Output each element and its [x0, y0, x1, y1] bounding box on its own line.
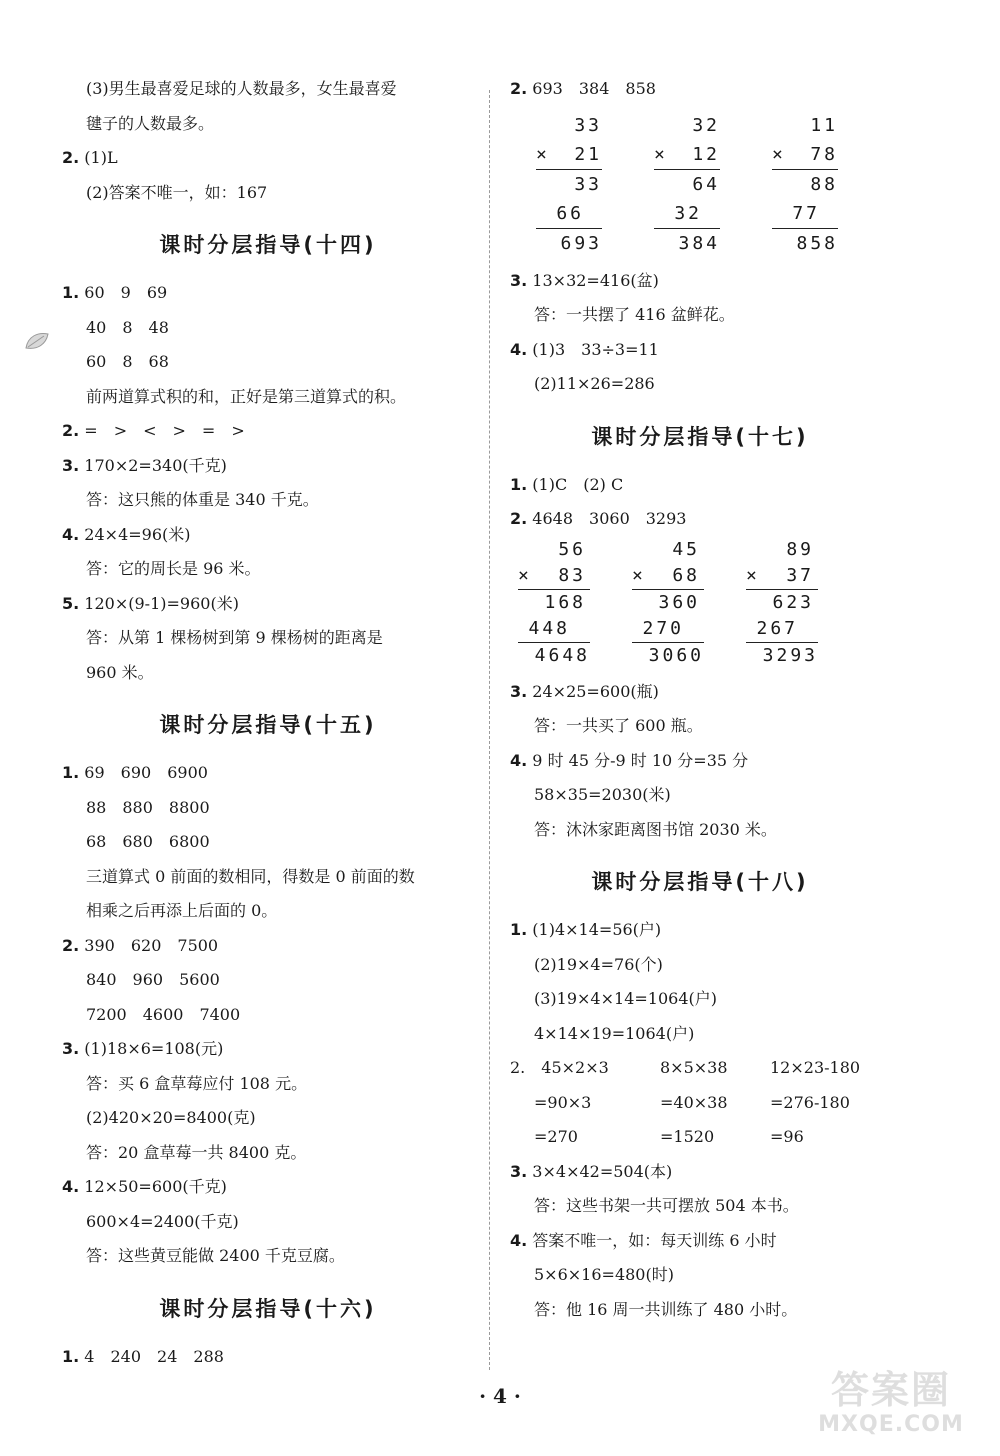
left-column	[62, 72, 474, 1374]
text-line: 5×6×16=480(时)	[534, 1265, 674, 1284]
text-line: 2. 693 384 858	[510, 79, 656, 98]
text-line: 3. 13×32=416(盆)	[510, 270, 659, 290]
watermark-logo	[806, 1368, 976, 1448]
vertical-multiplication	[746, 537, 818, 669]
multiplier: 78	[810, 143, 838, 165]
column-divider	[489, 90, 490, 1370]
text-line: 1. (1)4×14=56(户)	[510, 920, 662, 939]
text-line: 答：他 16 周一共训练了 480 小时。	[534, 1299, 798, 1319]
calc-row	[510, 1086, 890, 1121]
text-line: 三道算式 0 前面的数相同，得数是 0 前面的数	[86, 866, 415, 886]
section-heading: 课时分层指导(十八)	[591, 870, 809, 894]
vertical-multiplication-group	[518, 537, 890, 669]
text-line: 60 8 68	[86, 352, 169, 371]
multiplicand: 89	[786, 538, 814, 560]
text-line: 2. 390 620 7500	[62, 935, 219, 955]
calc-row	[510, 1120, 890, 1155]
partial-product: 360	[658, 591, 700, 613]
leaf-icon	[24, 330, 50, 352]
times-sign: ×	[654, 143, 665, 165]
text-line: 答：20 盒草莓一共 8400 克。	[86, 1142, 307, 1162]
watermark-top: 答案圈	[830, 1368, 951, 1412]
text-line: 3. (1)18×6=108(元)	[62, 1039, 224, 1058]
question-number: 5.	[62, 593, 80, 613]
calc-cell: 12×23-180	[770, 1058, 861, 1077]
product: 858	[796, 232, 838, 254]
text-line: 答：一共买了 600 瓶。	[534, 716, 703, 735]
text-line: 2. = > < > = >	[62, 421, 245, 440]
text-line: 4. 12×50=600(千克)	[62, 1177, 227, 1196]
text-line: 答：这些书架一共可摆放 504 本书。	[534, 1196, 799, 1215]
page-number: · 4 ·	[479, 1384, 521, 1408]
question-number: 4.	[510, 750, 528, 770]
text-line: 1. (1)C (2) C	[510, 474, 624, 494]
text-line: (3)19×4×14=1064(户)	[534, 989, 717, 1008]
question-number: 2.	[62, 148, 80, 167]
multiplicand: 33	[574, 114, 602, 136]
partial-product: 623	[772, 591, 814, 613]
question-number: 2.	[62, 421, 80, 440]
text-line: 答：一共摆了 416 盆鲜花。	[534, 305, 735, 324]
text-line: 相乘之后再添上后面的 0。	[86, 901, 278, 920]
product: 3293	[762, 644, 818, 666]
right-column	[510, 72, 890, 1327]
question-number: 1.	[62, 283, 80, 302]
text-line: 2. (1)L	[62, 148, 118, 167]
text-line: (2)19×4=76(个)	[534, 954, 663, 974]
section-heading: 课时分层指导(十六)	[159, 1296, 377, 1321]
times-sign: ×	[518, 564, 529, 586]
question-number: 3.	[510, 681, 528, 701]
section-heading: 课时分层指导(十五)	[159, 713, 377, 737]
text-line: 前两道算式积的和，正好是第三道算式的积。	[86, 386, 407, 406]
partial-product: 168	[544, 591, 586, 613]
product: 4648	[534, 644, 590, 666]
partial-product: 32	[654, 199, 720, 229]
multiplier: 21	[574, 143, 602, 165]
text-line: 答：这些黄豆能做 2400 千克豆腐。	[86, 1246, 345, 1265]
text-line: 88 880 8800	[86, 797, 210, 817]
text-line: 1. 4 240 24 288	[62, 1346, 224, 1366]
question-number: 4.	[510, 1230, 528, 1250]
question-number: 1.	[62, 763, 80, 782]
question-number: 4.	[510, 339, 528, 359]
text-line: (2)答案不唯一，如：167	[86, 182, 268, 202]
text-line: 5. 120×(9-1)=960(米)	[62, 593, 239, 613]
calc-cell: =90×3	[534, 1092, 592, 1112]
question-number: 3.	[510, 1161, 528, 1181]
text-line: 4. 答案不唯一，如：每天训练 6 小时	[510, 1230, 777, 1250]
partial-product: 267	[746, 616, 818, 643]
times-sign: ×	[746, 564, 757, 586]
calc-cell: =40×38	[660, 1092, 728, 1112]
vertical-multiplication	[536, 111, 602, 258]
question-number: 4.	[62, 1177, 80, 1196]
section-heading: 课时分层指导(十四)	[159, 233, 377, 257]
partial-product: 270	[632, 616, 704, 643]
calc-table	[510, 1051, 890, 1155]
vertical-multiplication	[772, 111, 838, 258]
text-line: 40 8 48	[86, 317, 169, 337]
question-number: 3.	[62, 455, 80, 475]
text-line: 答：从第 1 棵杨树到第 9 棵杨树的距离是	[86, 628, 383, 647]
text-line: 答：这只熊的体重是 340 千克。	[86, 490, 319, 509]
partial-product: 88	[810, 173, 838, 195]
vertical-multiplication	[654, 111, 720, 258]
partial-product: 66	[536, 199, 602, 229]
text-line: 答：它的周长是 96 米。	[86, 559, 261, 578]
vertical-multiplication	[632, 537, 704, 669]
text-line: 4. (1)3 33÷3=11	[510, 339, 659, 359]
text-line: (2)11×26=286	[534, 374, 655, 393]
question-number: 1.	[510, 474, 528, 494]
calc-cell: =270	[534, 1127, 578, 1146]
text-line: 3. 170×2=340(千克)	[62, 455, 227, 475]
section-heading: 课时分层指导(十七)	[591, 424, 809, 449]
text-line: 答：买 6 盒草莓应付 108 元。	[86, 1073, 308, 1093]
question-number: 3.	[62, 1039, 80, 1058]
calc-cell: 2. 45×2×3	[510, 1058, 609, 1077]
calc-cell: =276-180	[770, 1092, 850, 1112]
text-line: 答：沐沐家距离图书馆 2030 米。	[534, 819, 777, 839]
vertical-multiplication	[518, 537, 590, 669]
multiplier: 37	[786, 564, 814, 586]
watermark-bottom: MXQE.COM	[818, 1412, 964, 1437]
partial-product: 448	[518, 616, 590, 643]
text-line: 58×35=2030(米)	[534, 785, 671, 804]
text-line: 68 680 6800	[86, 832, 210, 851]
text-line: 1. 60 9 69	[62, 283, 168, 302]
text-line: 2. 4648 3060 3293	[510, 509, 687, 528]
text-line: 3. 3×4×42=504(本)	[510, 1161, 673, 1181]
question-number: 2.	[510, 509, 528, 528]
multiplier: 12	[692, 143, 720, 165]
multiplicand: 56	[558, 538, 586, 560]
text-line: 600×4=2400(千克)	[86, 1211, 239, 1231]
product: 693	[560, 232, 602, 254]
vertical-multiplication-group	[536, 111, 890, 258]
multiplier: 68	[672, 564, 700, 586]
multiplicand: 32	[692, 114, 720, 136]
question-number: 1.	[510, 920, 528, 939]
partial-product: 33	[574, 173, 602, 195]
times-sign: ×	[632, 564, 643, 586]
question-number: 3.	[510, 270, 528, 290]
multiplicand: 45	[672, 538, 700, 560]
partial-product: 64	[692, 173, 720, 195]
text-line: 4. 9 时 45 分-9 时 10 分=35 分	[510, 750, 749, 770]
times-sign: ×	[536, 143, 547, 165]
text-line: 960 米。	[86, 662, 154, 682]
text-line: 4×14×19=1064(户)	[534, 1023, 695, 1043]
text-line: 840 960 5600	[86, 970, 220, 989]
question-number: 4.	[62, 524, 80, 544]
calc-row	[510, 1051, 890, 1086]
calc-cell: 8×5×38	[660, 1058, 728, 1077]
multiplicand: 11	[810, 114, 838, 136]
product: 3060	[648, 644, 704, 666]
text-line: 毽子的人数最多。	[86, 113, 215, 133]
question-number: 2.	[62, 935, 80, 955]
calc-cell: =1520	[660, 1127, 715, 1146]
text-line: 3. 24×25=600(瓶)	[510, 681, 659, 701]
text-line: 1. 69 690 6900	[62, 763, 208, 782]
text-line: 4. 24×4=96(米)	[62, 524, 191, 544]
text-line: 7200 4600 7400	[86, 1004, 241, 1024]
question-number: 1.	[62, 1346, 80, 1366]
text-line: (2)420×20=8400(克)	[86, 1108, 256, 1127]
partial-product: 77	[772, 199, 838, 229]
product: 384	[678, 232, 720, 254]
text-line: (3)男生最喜爱足球的人数最多，女生最喜爱	[86, 79, 397, 98]
times-sign: ×	[772, 143, 783, 165]
calc-cell: =96	[770, 1127, 804, 1146]
question-number: 2.	[510, 79, 528, 98]
multiplier: 83	[558, 564, 586, 586]
